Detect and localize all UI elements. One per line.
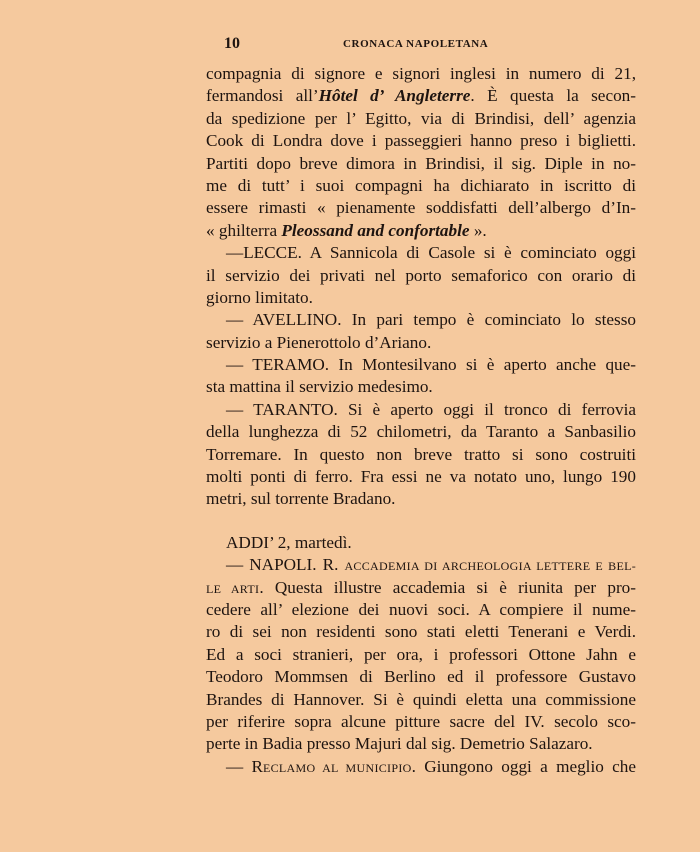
date-heading: ADDI’ 2, martedì. [226,532,352,552]
running-title: CRONACA NAPOLETANA [343,38,489,50]
text-line: Torremare. In questo non breve tratto si sono costruiti [206,444,636,464]
page-header [0,35,700,55]
page-number: 10 [224,35,240,52]
text-line: il servizio dei privati nel porto semaforico con orario di [206,265,636,285]
text-line: servizio a Pienerottolo d’Ariano. [206,332,432,352]
text-line: — NAPOLI. R. ACCADEMIA DI ARCHEOLOGIA LETTERE E BEL- [226,555,636,575]
text-line: metri, sul torrente Bradano. [206,489,396,509]
text-line: cedere all’ elezione dei nuovi soci. A compiere il nume- [206,599,636,619]
text-line: ro di sei non residenti sono stati eletti Tenerani e Verdi. [206,622,636,642]
text-line: sta mattina il servizio medesimo. [206,377,433,397]
academy-name: ACCADEMIA DI ARCHEOLOGIA LETTERE E BEL- [344,559,636,574]
text-line: Cook di Londra dove i passeggieri hanno preso i biglietti. [206,131,636,151]
text-line: Partiti dopo breve dimora in Brindisi, il sig. Diple in no- [206,153,636,173]
text-line: fermandosi all’Hôtel d’ Angleterre. È questa la secon- [206,86,636,106]
text-line: perte in Badia presso Majuri dal sig. Demetrio Salazaro. [206,734,593,754]
text-line: — AVELLINO. In pari tempo è cominciato lo stesso [226,310,636,330]
text-line: Teodoro Mommsen di Berlino ed il professore Gustavo [206,667,636,687]
text-line: LE ARTI. Questa illustre accademia si è riunita per pro- [206,577,636,597]
text-line: me di tutt’ i suoi compagni ha dichiarato in iscritto di [206,175,636,195]
text-line: Ed a soci stranieri, per ora, i professori Ottone Jahn e [206,644,636,664]
text-line: della lunghezza di 52 chilometri, da Taranto a Sanbasilio [206,422,636,442]
text-line: — TARANTO. Si è aperto oggi il tronco di ferrovia [226,399,636,419]
text-line: molti ponti di ferro. Fra essi ne va notato uno, lungo 190 [206,467,636,487]
text-line: per riferire sopra alcune pitture sacre del IV. secolo sco- [206,711,636,731]
text-line: —LECCE. A Sannicola di Casole si è cominciato oggi [226,243,636,263]
text-line: « ghilterra Pleossand and confortable ». [206,220,487,240]
hotel-name: Hôtel d’ Angleterre [318,86,471,106]
text-line: — RECLAMO AL MUNICIPIO. Giungono oggi a meglio che [226,756,636,776]
body-text [206,63,636,778]
section-gap [206,511,636,532]
section-title: ECLAMO AL MUNICIPIO [262,760,412,775]
text-line: — TERAMO. In Montesilvano si è aperto anche que- [226,355,636,375]
text-line: Brandes di Hannover. Si è quindi eletta una commissione [206,689,636,709]
quoted-english: Pleossand and confortable [281,220,470,240]
text-line: giorno limitato. [206,287,313,307]
text-line: da spedizione per l’ Egitto, via di Brindisi, dell’ agenzia [206,108,636,128]
text-line: essere rimasti « pienamente soddisfatti dell’albergo d’In- [206,198,636,218]
text-line: compagnia di signore e signori inglesi in numero di 21, [206,64,636,83]
